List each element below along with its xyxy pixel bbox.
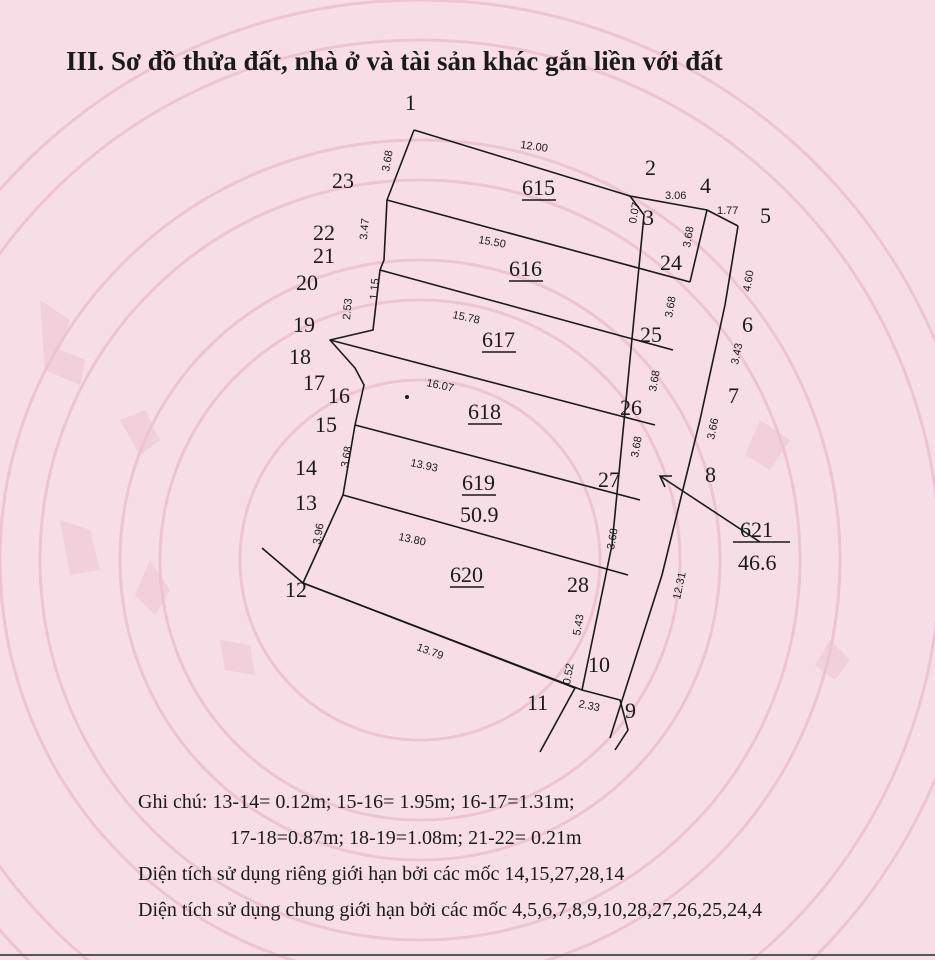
point-label-14: 14 xyxy=(295,455,317,480)
dimension-label: 2.33 xyxy=(577,698,601,715)
point-label-1: 1 xyxy=(405,90,416,115)
dimension-label: 3.43 xyxy=(729,342,746,366)
dimension-label: 13.79 xyxy=(414,641,445,663)
dimension-label: 3.68 xyxy=(605,527,621,551)
point-label-17: 17 xyxy=(303,370,325,395)
dimension-label: 3.68 xyxy=(339,445,355,469)
shared-area-note: Diện tích sử dụng chung giới hạn bởi các mốc 4,5,6,7,8,9,10,28,27,26,25,24,4 xyxy=(138,899,763,921)
point-label-20: 20 xyxy=(296,270,318,295)
point-label-22: 22 xyxy=(313,220,335,245)
division-620-south xyxy=(303,583,582,690)
dimension-label: 3.68 xyxy=(681,225,697,249)
dimension-label: 3.68 xyxy=(629,435,645,459)
page-title: III. Sơ đồ thửa đất, nhà ở và tài sản khác gắn liền với đất xyxy=(66,46,723,76)
point-label-26: 26 xyxy=(620,395,642,420)
road-line-9 xyxy=(582,690,628,750)
point-label-6: 6 xyxy=(742,312,753,337)
point-label-21: 21 xyxy=(313,243,335,268)
parcel-number-617: 617 xyxy=(482,327,515,352)
parcel-number-618: 618 xyxy=(468,399,501,424)
parcel-area-621: 46.6 xyxy=(738,550,777,575)
point-label-24: 24 xyxy=(660,250,682,275)
dimension-label: 4.60 xyxy=(741,269,757,293)
point-label-7: 7 xyxy=(728,383,739,408)
dimension-label: 5.43 xyxy=(571,613,587,637)
dimension-label: 3.47 xyxy=(358,217,372,241)
dimension-label: 16.07 xyxy=(425,377,455,395)
parcel-area-619: 50.9 xyxy=(460,502,499,527)
point-label-5: 5 xyxy=(760,203,771,228)
point-label-13: 13 xyxy=(295,490,317,515)
dimension-label: 3.68 xyxy=(663,295,679,319)
point-label-16: 16 xyxy=(328,383,350,408)
point-label-19: 19 xyxy=(293,312,315,337)
dimension-label: 15.50 xyxy=(477,234,507,251)
survey-dot-marker xyxy=(405,395,409,399)
point-label-10: 10 xyxy=(588,652,610,677)
point-label-25: 25 xyxy=(640,322,662,347)
point-label-4: 4 xyxy=(700,173,711,198)
parcel-number-620: 620 xyxy=(450,562,483,587)
dimension-label: 1.15 xyxy=(368,277,382,301)
point-label-9: 9 xyxy=(625,698,636,723)
bottom-divider xyxy=(0,954,935,956)
west-boundary-line xyxy=(303,130,414,583)
dimension-label: 12.31 xyxy=(671,571,689,601)
point-label-11: 11 xyxy=(527,690,549,715)
point-label-18: 18 xyxy=(289,344,311,369)
dimension-label: 3.68 xyxy=(647,369,663,393)
parcel-number-619: 619 xyxy=(462,470,495,495)
point-label-27: 27 xyxy=(598,467,620,492)
dimension-label: 3.96 xyxy=(311,522,327,546)
dimension-label: 3.68 xyxy=(380,149,396,173)
dimension-label: 0.52 xyxy=(561,662,577,686)
notes-section xyxy=(138,784,928,928)
road-line-south xyxy=(303,583,575,752)
point-label-28: 28 xyxy=(567,572,589,597)
point-label-15: 15 xyxy=(315,412,337,437)
notes-line-1: Ghi chú: 13-14= 0.12m; 15-16= 1.95m; 16-17=1.31m; xyxy=(138,791,575,813)
parcel-number-616: 616 xyxy=(509,256,542,281)
dimension-label: 13.93 xyxy=(409,457,439,475)
division-616-617 xyxy=(380,270,673,350)
dimension-label: 2.53 xyxy=(341,297,355,321)
dimension-label: 13.80 xyxy=(397,531,427,549)
point-label-23: 23 xyxy=(332,168,354,193)
notes-line-2: 17-18=0.87m; 18-19=1.08m; 21-22= 0.21m xyxy=(230,827,582,849)
point-label-8: 8 xyxy=(705,462,716,487)
dimension-label: 3.66 xyxy=(705,417,722,441)
north-boundary-line xyxy=(414,130,738,226)
dimension-label: 1.77 xyxy=(717,205,739,217)
dimension-label: 12.00 xyxy=(519,139,549,155)
point-label-2: 2 xyxy=(645,155,656,180)
parcel-number-615: 615 xyxy=(522,175,555,200)
dimension-label: 3.06 xyxy=(665,190,687,202)
dimension-label: 0.07 xyxy=(627,201,643,225)
private-area-note: Diện tích sử dụng riêng giới hạn bởi các mốc 14,15,27,28,14 xyxy=(138,863,625,885)
point-label-12: 12 xyxy=(285,577,307,602)
parcel-number-621: 621 xyxy=(740,517,773,542)
point-label-3: 3 xyxy=(643,205,654,230)
dimension-label: 15.78 xyxy=(451,309,481,327)
